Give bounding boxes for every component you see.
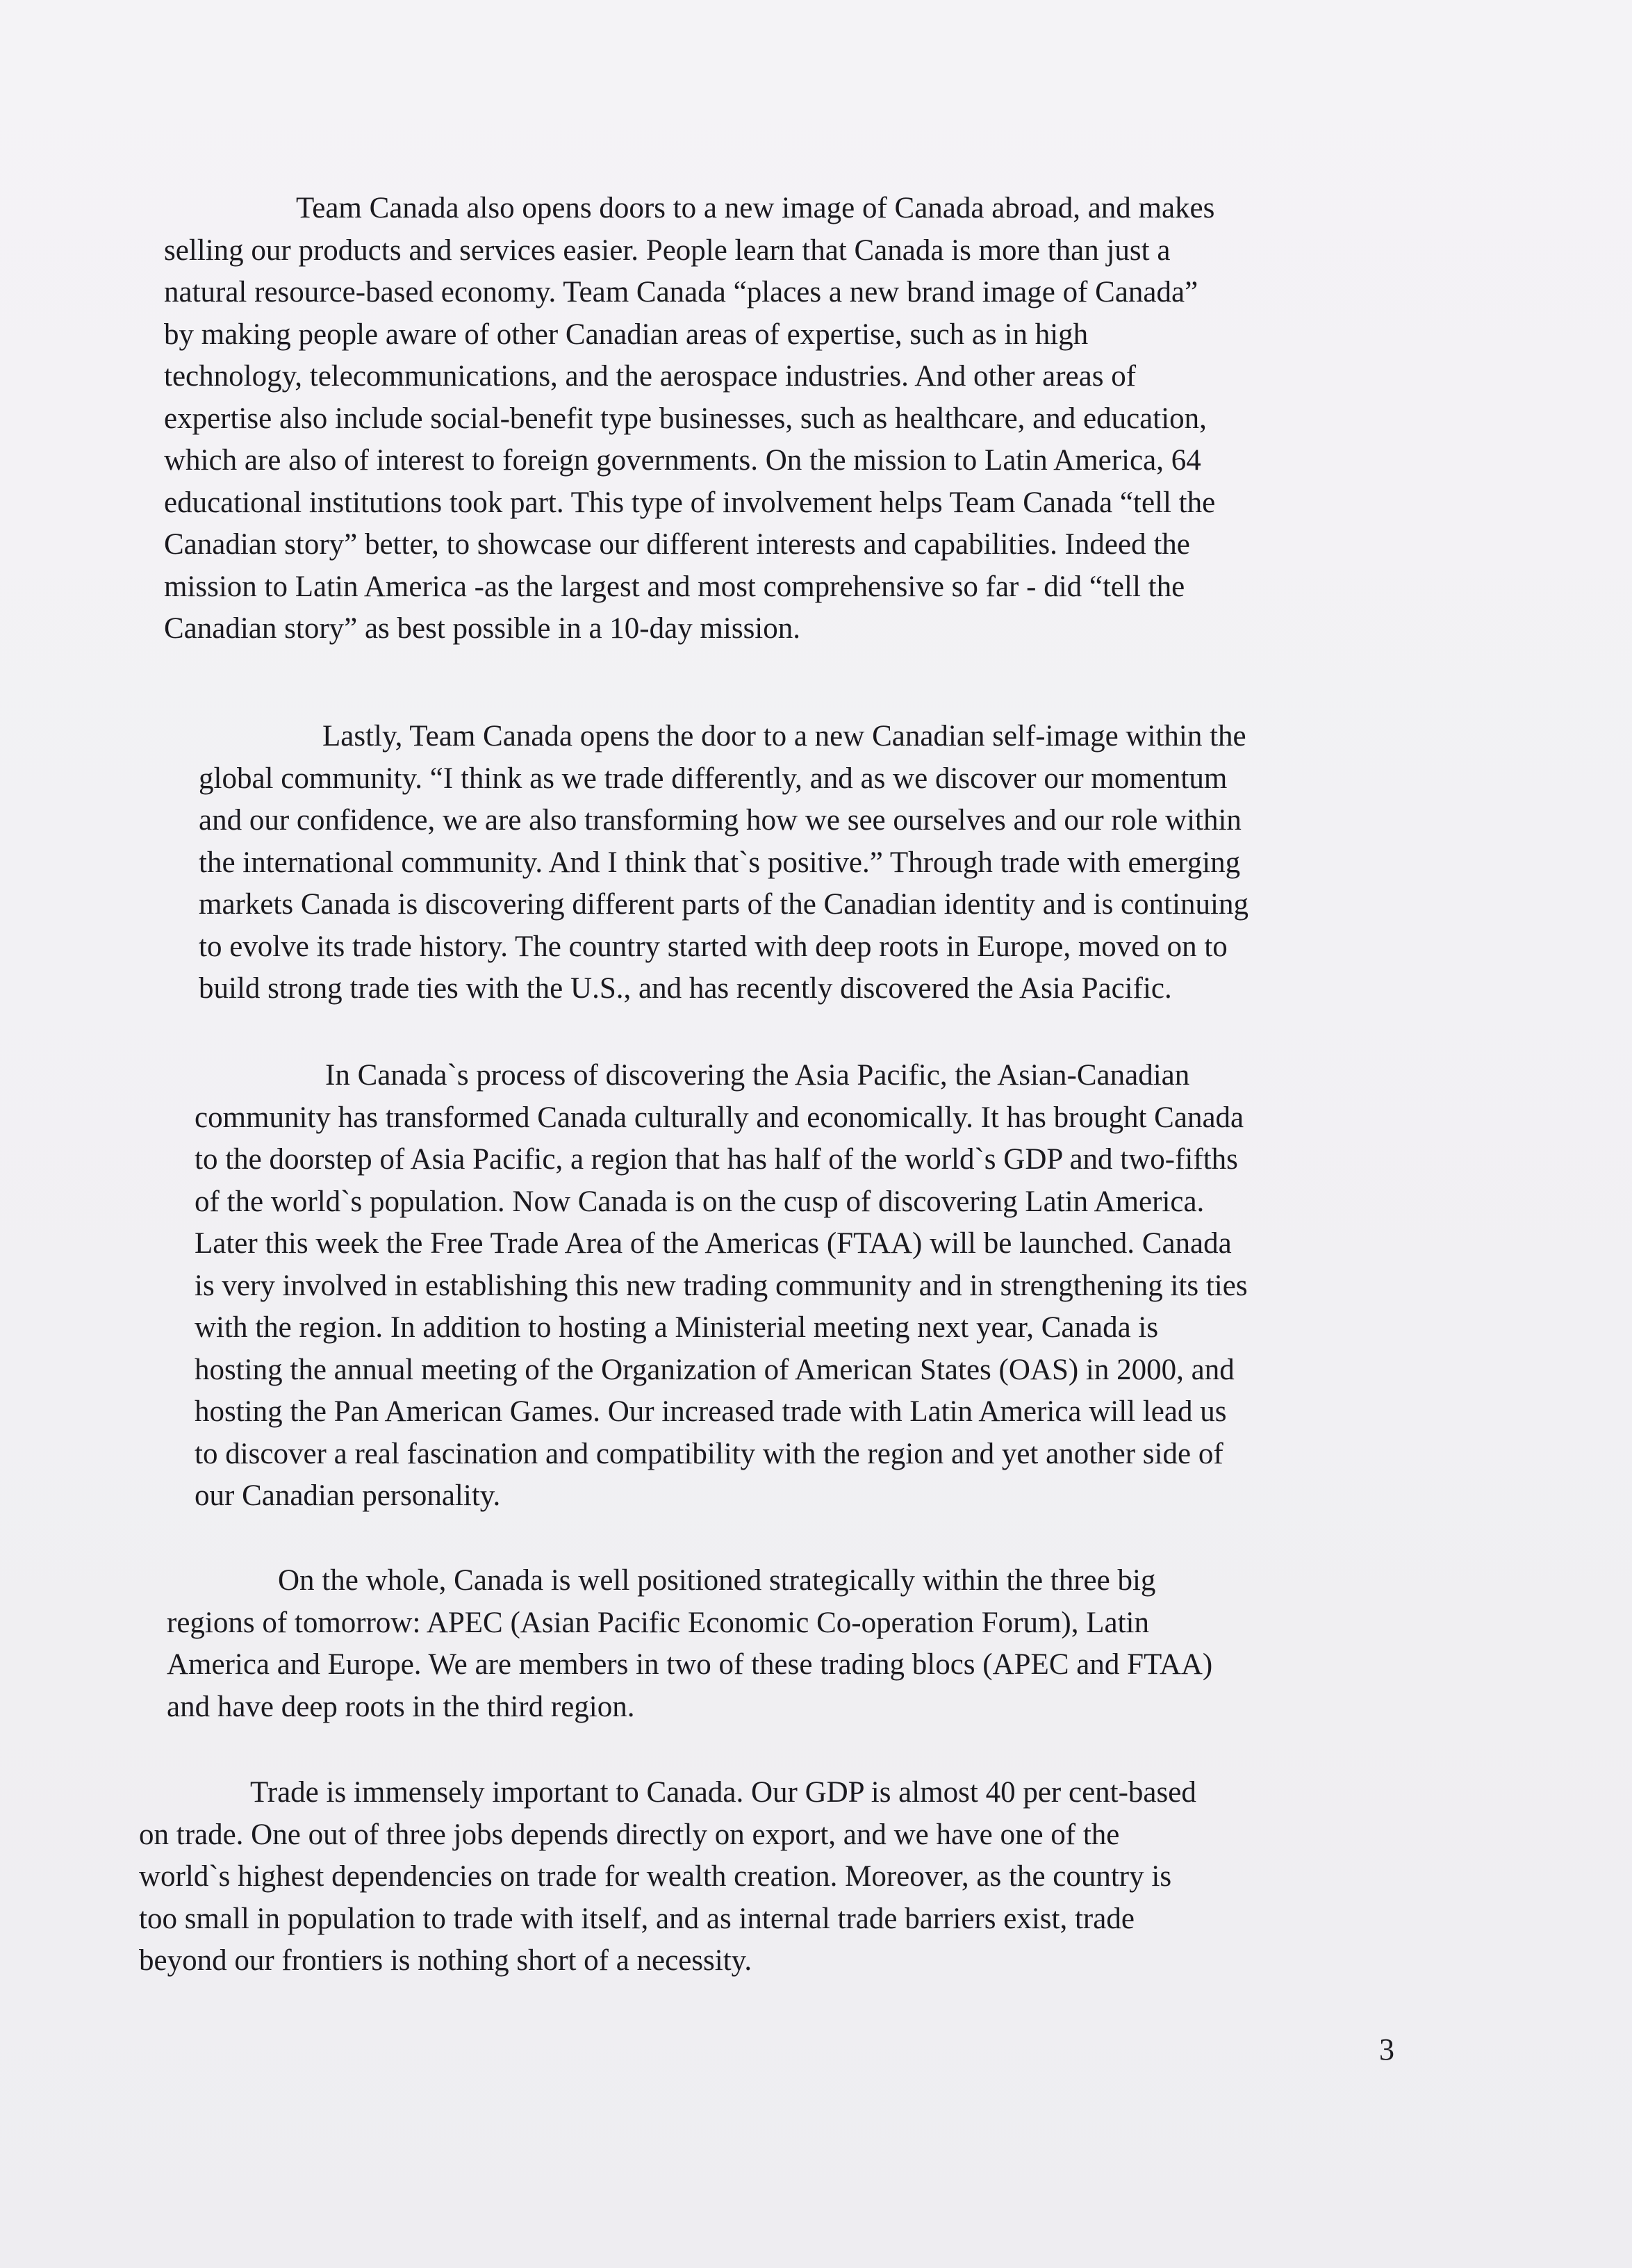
page-number: 3 (1379, 2032, 1394, 2066)
text-line: too small in population to trade with itself, and as internal trade barriers exist, trade (139, 1902, 1135, 1935)
text-line: In Canada`s process of discovering the Asia Pacific, the Asian-Canadian (325, 1059, 1190, 1092)
paragraph-trade-importance (139, 1772, 1196, 1982)
text-line: to discover a real fascination and compatibility with the region and yet another side of (195, 1437, 1223, 1470)
text-line: to the doorstep of Asia Pacific, a region that has half of the world`s GDP and two-fifths (195, 1143, 1238, 1176)
text-line: is very involved in establishing this new trading community and in strengthening its ties (195, 1269, 1248, 1302)
text-line: of the world`s population. Now Canada is on the cusp of discovering Latin America. (195, 1185, 1205, 1218)
text-line: technology, telecommunications, and the aerospace industries. And other areas of (164, 360, 1137, 393)
text-line: with the region. In addition to hosting a Ministerial meeting next year, Canada is (195, 1311, 1159, 1344)
text-line: Canadian story” as best possible in a 10-day mission. (164, 612, 800, 645)
paragraph-self-image (199, 716, 1248, 1010)
text-line: expertise also include social-benefit type businesses, such as healthcare, and education, (164, 402, 1207, 435)
paragraph-asia-pacific (195, 1055, 1248, 1518)
text-line: mission to Latin America -as the largest and most comprehensive so far - did “tell the (164, 570, 1185, 603)
text-line: build strong trade ties with the U.S., and has recently discovered the Asia Pacific. (199, 972, 1172, 1005)
text-line: Lastly, Team Canada opens the door to a new Canadian self-image within the (322, 720, 1246, 753)
text-line: by making people aware of other Canadian areas of expertise, such as in high (164, 318, 1089, 351)
text-line: markets Canada is discovering different parts of the Canadian identity and is continuing (199, 888, 1248, 921)
text-line: Trade is immensely important to Canada. Our GDP is almost 40 per cent-based (250, 1776, 1196, 1809)
text-line: Later this week the Free Trade Area of the Americas (FTAA) will be launched. Canada (195, 1227, 1232, 1260)
text-line: natural resource-based economy. Team Canada “places a new brand image of Canada” (164, 276, 1198, 309)
text-line: and have deep roots in the third region. (167, 1690, 635, 1723)
text-line: global community. “I think as we trade differently, and as we discover our momentum (199, 762, 1228, 795)
text-line: beyond our frontiers is nothing short of a necessity. (139, 1944, 752, 1977)
text-line: to evolve its trade history. The country started with deep roots in Europe, moved on to (199, 930, 1228, 963)
text-line: which are also of interest to foreign governments. On the mission to Latin America, 64 (164, 444, 1201, 477)
text-line: selling our products and services easier. People learn that Canada is more than just a (164, 233, 1171, 267)
text-line: our Canadian personality. (195, 1479, 501, 1512)
text-line: educational institutions took part. This type of involvement helps Team Canada “tell the (164, 486, 1216, 519)
text-line: the international community. And I think that`s positive.” Through trade with emerging (199, 846, 1241, 879)
text-line: regions of tomorrow: APEC (Asian Pacific Economic Co-operation Forum), Latin (167, 1606, 1149, 1639)
text-line: Canadian story” better, to showcase our different interests and capabilities. Indeed the (164, 528, 1190, 561)
text-line: on trade. One out of three jobs depends directly on export, and we have one of the (139, 1818, 1120, 1851)
text-line: and our confidence, we are also transforming how we see ourselves and our role within (199, 804, 1242, 837)
paragraph-three-regions (167, 1560, 1212, 1728)
text-line: On the whole, Canada is well positioned strategically within the three big (278, 1564, 1156, 1597)
text-line: Team Canada also opens doors to a new image of Canada abroad, and makes (296, 192, 1215, 224)
text-line: America and Europe. We are members in two of these trading blocs (APEC and FTAA) (167, 1648, 1213, 1681)
text-line: community has transformed Canada culturally and economically. It has brought Canada (195, 1101, 1244, 1134)
text-line: hosting the Pan American Games. Our increased trade with Latin America will lead us (195, 1395, 1227, 1428)
text-line: world`s highest dependencies on trade for wealth creation. Moreover, as the country is (139, 1860, 1172, 1893)
paragraph-team-canada-image (164, 188, 1215, 650)
text-line: hosting the annual meeting of the Organization of American States (OAS) in 2000, and (195, 1353, 1235, 1386)
